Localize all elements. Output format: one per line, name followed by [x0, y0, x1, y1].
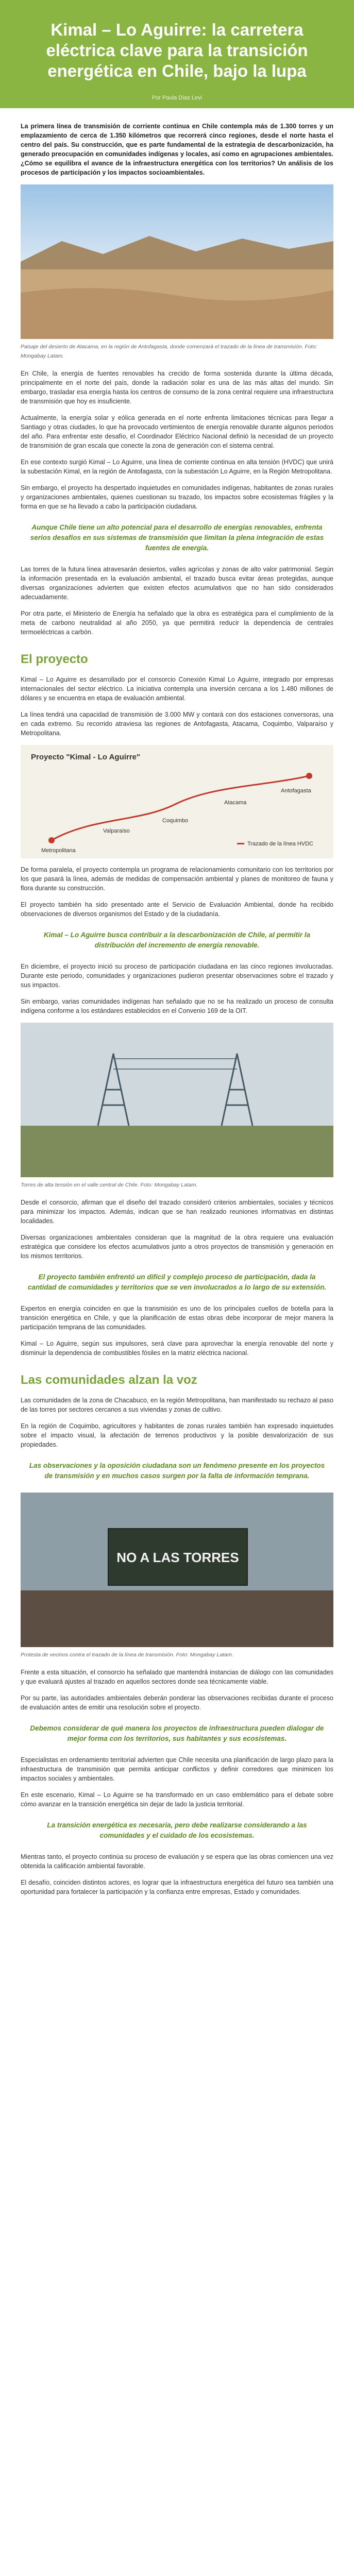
article-body	[0, 122, 354, 1909]
paragraph: En este escenario, Kimal – Lo Aguirre se ha transformado en un caso emblemático para el debate sobre cómo avanzar en la transición energética sin dejar de lado la justicia territorial.	[21, 1791, 333, 1808]
paragraph: El desafío, coinciden distintos actores, es lograr que la infraestructura energética del futuro sea también una oportunidad para fortalecer la participación y la confianza entre empresas, Estado y comunidades.	[21, 1879, 333, 1895]
route-map-graphic	[21, 745, 333, 858]
paragraph: En diciembre, el proyecto inició su proceso de participación ciudadana en las cinco regiones involucradas. Durante este periodo, comunidades y organizaciones pudieron presentar observaciones sobre el trazado y sus impactos.	[21, 963, 333, 989]
article-title: Kimal – Lo Aguirre: la carretera eléctrica clave para la transición energética en Chile, bajo la lupa	[46, 20, 308, 80]
map-region-label: Atacama	[224, 800, 247, 806]
paragraph: Expertos en energía coinciden en que la transmisión es uno de los principales cuellos de botella para la transición energética en Chile, y que la planificación de estas obras debe incorporar de mejor manera la participación temprana de las comunidades.	[21, 1305, 333, 1331]
paragraph: El proyecto también ha sido presentado ante el Servicio de Evaluación Ambiental, donde ha recibido observaciones de diversos organismos del Estado y de la ciudadanía.	[21, 901, 333, 918]
paragraph: En Chile, la energía de fuentes renovables ha crecido de forma sostenida durante la última década, principalmente en el norte del país, donde la radiación solar es una de las más altas del mundo. Sin embargo, trasladar esa energía hasta los centros de consumo de la zona central requiere una infraestructura de transmisión que hoy es insuficiente.	[21, 370, 333, 405]
image-caption-1: Paisaje del desierto de Atacama, en la región de Antofagasta, donde comenzará el trazado de la línea de transmisión. Foto: Mongabay Latam.	[21, 344, 317, 359]
map-region-label: Antofagasta	[281, 788, 311, 794]
paragraph: La línea tendrá una capacidad de transmisión de 3.000 MW y contará con dos estaciones conversoras, una en cada extremo. Su recorrido atraviesa las regiones de Antofagasta, Atacama, Coquimbo, Valparaíso y Metropolitana.	[21, 711, 333, 737]
paragraph: En la región de Coquimbo, agricultores y habitantes de zonas rurales también han expresado inquietudes sobre el impacto visual, la afectación de terrenos productivos y la posible desvalorización de sus propiedades.	[21, 1422, 333, 1448]
pull-quote: Kimal – Lo Aguirre busca contribuir a la descarbonización de Chile, al permitir la distribución del incremento de energía renovable.	[43, 931, 311, 949]
article-byline: Por Paula Díaz Levi	[0, 95, 354, 108]
paragraph: Mientras tanto, el proyecto continúa su proceso de evaluación y se espera que las obras comiencen una vez obtenida la calificación ambiental favorable.	[21, 1853, 333, 1870]
paragraph: Kimal – Lo Aguirre, según sus impulsores, será clave para aprovechar la energía renovable del norte y disminuir la dependencia de combustibles fósiles en la matriz eléctrica nacional.	[21, 1340, 333, 1357]
map-region-label: Valparaíso	[103, 828, 130, 834]
paragraph: Sin embargo, el proyecto ha despertado inquietudes en comunidades indígenas, habitantes de zonas rurales y organizaciones ambientales, quienes cuestionan su trazado, los impactos sobre ecosistemas frágiles y la forma en que se ha llevado a cabo la participación ciudadana.	[21, 484, 333, 510]
section-heading-communities: Las comunidades alzan la voz	[21, 1373, 197, 1387]
paragraph: Frente a esta situación, el consorcio ha señalado que mantendrá instancias de diálogo con las comunidades y que evaluará ajustes al trazado en aquellos sectores donde sea técnicamente viable.	[21, 1669, 333, 1685]
paragraph: Las comunidades de la zona de Chacabuco, en la región Metropolitana, han manifestado su rechazo al paso de las torres por sectores cercanos a sus viviendas y zonas de cultivo.	[21, 1397, 333, 1413]
pull-quote: Debemos considerar de qué manera los proyectos de infraestructura pueden dialogar de mejor forma con los territorios, sus habitantes y sus ecosistemas.	[30, 1724, 324, 1742]
protest-sign-text: NO A LAS TORRES	[116, 1550, 239, 1565]
paragraph: Sin embargo, varias comunidades indígenas han señalado que no se ha realizado un proceso de consulta indígena conforme a los estándares establecidos en el Convenio 169 de la OIT.	[21, 998, 333, 1014]
paragraph: Por otra parte, el Ministerio de Energía ha señalado que la obra es estratégica para el cumplimiento de la meta de carbono neutralidad al año 2050, ya que permitirá reducir la dependencia de centrales termoeléctricas a carbón.	[21, 610, 333, 636]
paragraph: En ese contexto surgió Kimal – Lo Aguirre, una línea de corriente continua en alta tensión (HVDC) que unirá la subestación Kimal, en la región de Antofagasta, con la subestación Lo Aguirre, en la Región Metropolitana.	[21, 459, 333, 475]
pull-quote: La transición energética es necesaria, pero debe realizarse considerando a las comunidades y el cuidado de los ecosistemas.	[47, 1821, 307, 1839]
paragraph: De forma paralela, el proyecto contempla un programa de relacionamiento comunitario con los territorios por los que pasará la línea, además de medidas de compensación ambiental y planes de monitoreo de fauna y flora durante su construcción.	[21, 866, 333, 892]
paragraph: Desde el consorcio, afirman que el diseño del trazado consideró criterios ambientales, sociales y técnicos para minimizar los impactos. Además, indican que se han realizado reuniones informativas en distintas localidades.	[21, 1199, 333, 1225]
paragraph: Por su parte, las autoridades ambientales deberán ponderar las observaciones recibidas durante el proceso de evaluación antes de emitir una resolución sobre el proyecto.	[21, 1694, 333, 1711]
image-caption-2: Torres de alta tensión en el valle central de Chile. Foto: Mongabay Latam.	[21, 1182, 198, 1188]
legend-swatch	[237, 843, 244, 844]
article-lead: La primera línea de transmisión de corriente continua en Chile contempla más de 1.300 torres y un emplazamiento de cerca de 1.350 kilómetros que recorrerá cinco regiones, desde el norte hasta el centro del país. Su construcción, que es parte fundamental de la estrategia de descarbonización, ha generado preocupación en comunidades indígenas y locales, así como en agrupaciones ambientales. ¿Cómo se equilibra el avance de la infraestructura energética con los territorios? Un análisis de los procesos de participación y los impactos socioambientales.	[21, 123, 333, 176]
pull-quote: Las observaciones y la oposición ciudadana son un fenómeno presente en los proyectos de transmisión y en muchos casos surgen por la falta de información temprana.	[29, 1462, 325, 1480]
transmission-towers-photo	[21, 1023, 333, 1177]
pull-quote: El proyecto también enfrentó un difícil y complejo proceso de participación, dada la cantidad de comunidades y territorios que se ven involucrados a lo largo de su extensión.	[27, 1273, 327, 1291]
map-region-label: Coquimbo	[162, 818, 189, 824]
map-legend: Trazado de la línea HVDC	[247, 841, 313, 847]
project-route-map	[21, 745, 333, 861]
map-region-label: Metropolitana	[41, 848, 76, 854]
paragraph: Actualmente, la energía solar y eólica generada en el norte enfrenta limitaciones técnicas para llegar a Santiago y otras ciudades, lo que ha provocado vertimientos de energía renovable durante algunos periodos del año. Para enfrentar este desafío, el Coordinador Eléctrico Nacional definió la necesidad de un proyecto de transmisión de gran escala que conecte la zona de generación con el sistema central.	[21, 414, 333, 449]
article-header	[0, 0, 354, 95]
kimal-node	[306, 773, 312, 779]
desert-landscape-photo	[21, 184, 333, 339]
map-title: Proyecto "Kimal - Lo Aguirre"	[31, 753, 141, 761]
paragraph: Diversas organizaciones ambientales consideran que la magnitud de la obra requiere una evaluación estratégica que considere los efectos acumulativos junto a otros proyectos de transmisión y generación en los mismos territorios.	[21, 1234, 333, 1260]
paragraph: Kimal – Lo Aguirre es desarrollado por el consorcio Conexión Kimal Lo Aguirre, integrado por empresas internacionales del sector eléctrico. La iniciativa contempla una inversión cercana a los 1.480 millones de dólares y se encuentra en etapa de evaluación ambiental.	[21, 676, 333, 702]
paragraph: Las torres de la futura línea atravesarán desiertos, valles agrícolas y zonas de alto valor patrimonial. Según la información presentada en la evaluación ambiental, el trazado busca evitar áreas protegidas, aunque diversas organizaciones advierten que existen efectos acumulativos que no han sido considerados adecuadamente.	[21, 566, 333, 601]
paragraph: Especialistas en ordenamiento territorial advierten que Chile necesita una planificación de largo plazo para la infraestructura de transmisión que permita anticipar conflictos y definir corredores que minimicen los impactos sociales y ambientales.	[21, 1756, 333, 1782]
protest-photo	[21, 1493, 333, 1647]
lo-aguirre-node	[48, 837, 55, 843]
pull-quote: Aunque Chile tiene un alto potencial para el desarrollo de energías renovables, enfrenta serios desafíos en sus sistemas de transmisión que limitan la plena integración de estas fuentes de energía.	[30, 523, 324, 552]
image-caption-3: Protesta de vecinos contra el trazado de la línea de transmisión. Foto: Mongabay Latam.	[21, 1652, 233, 1658]
section-heading-project: El proyecto	[21, 652, 88, 666]
